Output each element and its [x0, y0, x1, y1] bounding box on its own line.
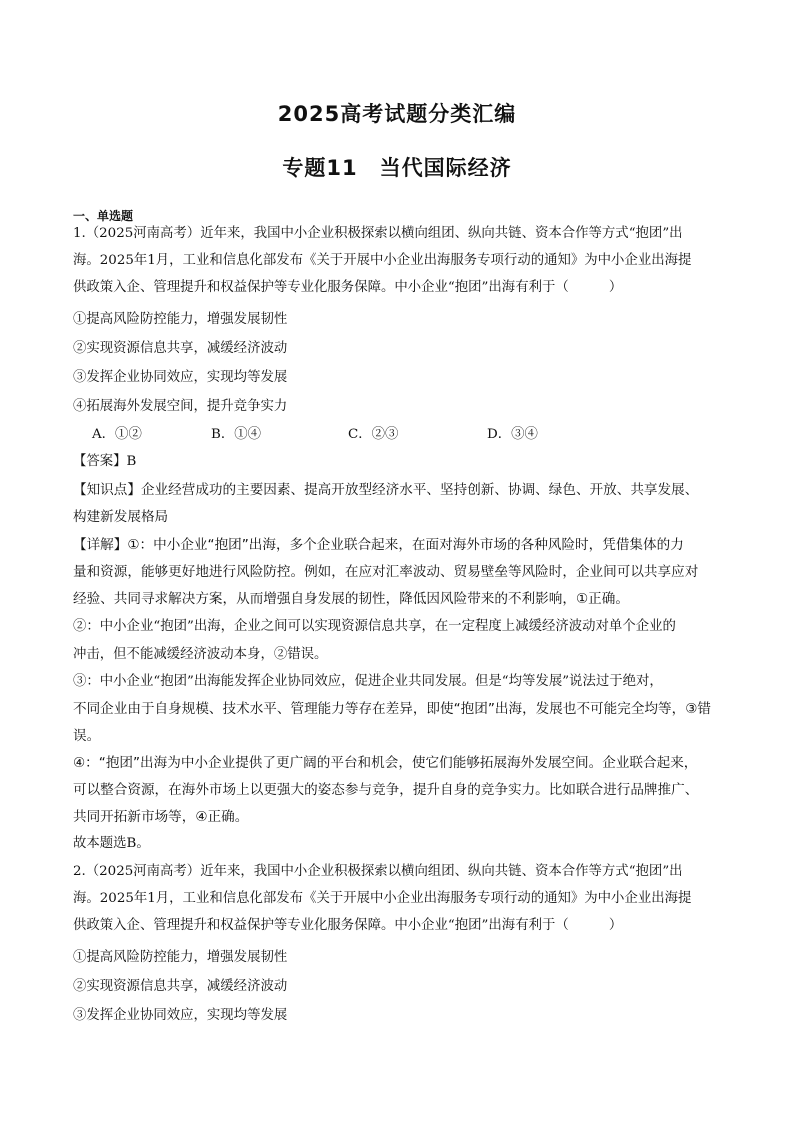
- explanation-line: ③：中小企业“抱团”出海能发挥企业协同效应，促进企业共同发展。但是“均等发展”说法过于绝对，: [73, 674, 663, 689]
- question-stem-line: 2.（2025河南高考）近年来，我国中小企业积极探索以横向组团、纵向共链、资本合作等方式“抱团”出: [73, 864, 683, 879]
- document-subtitle: 专题11 当代国际经济: [282, 156, 512, 180]
- option-d: D．③④: [487, 427, 538, 442]
- explanation-line: 误。: [73, 728, 101, 744]
- explanation-line: 共同开拓新市场等，④正确。: [73, 809, 249, 825]
- explanation-line: 量和资源，能够更好地进行风险防控。例如，在应对汇率波动、贸易壁垒等风险时，企业间可以共享应对: [73, 564, 699, 580]
- question-stem-line: 供政策入企、管理提升和权益保护等专业化服务保障。中小企业“抱团”出海有利于（ ）: [73, 918, 623, 933]
- section-heading: 一、单选题: [73, 209, 134, 223]
- answer-line: 【答案】B: [73, 454, 137, 469]
- explanation-line: 可以整合资源，在海外市场上以更强大的姿态参与竞争，提升自身的竞争实力。比如联合进行品牌推广、: [73, 782, 699, 798]
- statement-item: ④拓展海外发展空间，提升竞争实力: [73, 399, 288, 414]
- question-stem-line: 海。2025年1月，工业和信息化部发布《关于开展中小企业出海服务专项行动的通知》为中小企业出海提: [73, 253, 692, 268]
- knowledge-line: 【知识点】企业经营成功的主要因素、提高开放型经济水平、坚持创新、协调、绿色、开放、共享发展、: [73, 482, 699, 498]
- explanation-line: 经验、共同寻求解决方案，从而增强自身发展的韧性，降低因风险带来的不利影响，①正确。: [73, 591, 629, 607]
- explanation-line: 【详解】①：中小企业“抱团”出海，多个企业联合起来，在面对海外市场的各种风险时，凭借集体的力: [73, 537, 684, 553]
- question-stem-line: 供政策入企、管理提升和权益保护等专业化服务保障。中小企业“抱团”出海有利于（ ）: [73, 280, 623, 295]
- statement-item: ①提高风险防控能力，增强发展韧性: [73, 312, 288, 327]
- option-c: C．②③: [348, 427, 399, 442]
- explanation-line: ②：中小企业“抱团”出海，企业之间可以实现资源信息共享，在一定程度上减缓经济波动对单个企业的: [73, 619, 676, 634]
- statement-item: ①提高风险防控能力，增强发展韧性: [73, 950, 288, 965]
- knowledge-line: 构建新发展格局: [73, 509, 169, 525]
- document-title: 2025高考试题分类汇编: [277, 102, 517, 126]
- conclusion-line: 故本题选B。: [73, 836, 150, 851]
- question-stem-line: 海。2025年1月，工业和信息化部发布《关于开展中小企业出海服务专项行动的通知》为中小企业出海提: [73, 891, 692, 906]
- statement-item: ③发挥企业协同效应，实现均等发展: [73, 1008, 288, 1023]
- explanation-line: 冲击，但不能减缓经济波动本身，②错误。: [73, 647, 328, 662]
- explanation-line: 不同企业由于自身规模、技术水平、管理能力等存在差异，即使“抱团”出海，发展也不可能完全均等，③错: [73, 701, 711, 717]
- option-a: A．①②: [92, 427, 142, 442]
- statement-item: ②实现资源信息共享，减缓经济波动: [73, 341, 288, 356]
- option-b: B．①④: [211, 427, 262, 442]
- statement-item: ②实现资源信息共享，减缓经济波动: [73, 979, 288, 994]
- question-stem-line: 1.（2025河南高考）近年来，我国中小企业积极探索以横向组团、纵向共链、资本合作等方式“抱团”出: [73, 226, 683, 241]
- explanation-line: ④：“抱团”出海为中小企业提供了更广阔的平台和机会，使它们能够拓展海外发展空间。企业联合起来，: [73, 755, 698, 771]
- statement-item: ③发挥企业协同效应，实现均等发展: [73, 370, 288, 385]
